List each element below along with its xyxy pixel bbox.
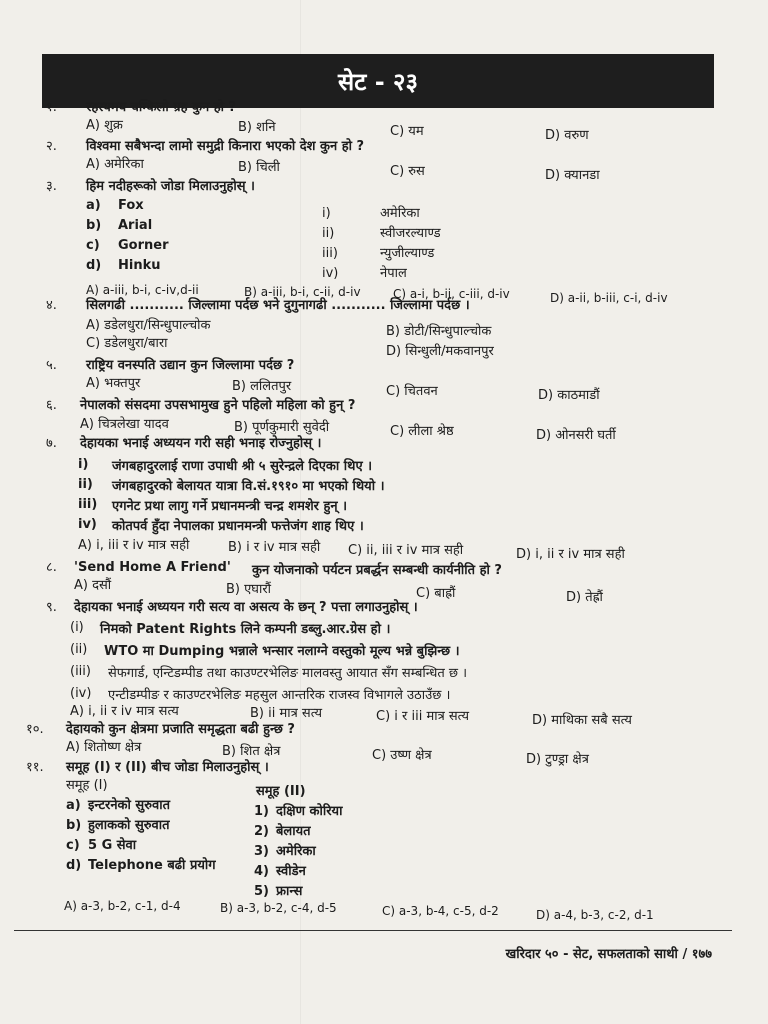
- question-number: ६.: [46, 398, 57, 413]
- question-text: राष्ट्रिय वनस्पति उद्यान कुन जिल्लामा पर्दछ ?: [86, 358, 295, 373]
- option-a: A) a-iii, b-i, c-iv,d-ii: [86, 283, 199, 297]
- option-d: D) तेह्रौं: [566, 590, 603, 605]
- option-a: A) भक्तपुर: [86, 376, 141, 391]
- option-b: B) शनि: [238, 120, 276, 135]
- option-b: B) ii मात्र सत्य: [250, 706, 323, 721]
- match-right-value: दक्षिण कोरिया: [276, 804, 343, 819]
- statement-text: एगनेट प्रथा लागु गर्ने प्रधानमन्त्री चन्द्र शमशेर हुन् ।: [112, 499, 348, 514]
- match-right-key: 2): [254, 824, 269, 839]
- option-b: B) ललितपुर: [232, 379, 292, 394]
- question-text: विश्वमा सबैभन्दा लामो समुद्री किनारा भएको देश कुन हो ?: [86, 139, 365, 154]
- match-left-key: b): [86, 218, 102, 233]
- match-right-key: 4): [254, 864, 269, 879]
- match-left-key: a): [86, 198, 101, 213]
- option-d: D) टुण्ड्रा क्षेत्र: [526, 752, 589, 767]
- question-text: नेपालको संसदमा उपसभामुख हुने पहिलो महिला को हुन् ?: [80, 398, 356, 413]
- option-a: A) i, ii र iv मात्र सत्य: [70, 704, 179, 719]
- question-number: ५.: [46, 358, 57, 373]
- option-b: B) एघारौं: [226, 582, 272, 597]
- match-right-key: iii): [322, 246, 338, 261]
- statement-key: ii): [78, 477, 93, 492]
- question-text: कुन योजनाको पर्यटन प्रबर्द्धन सम्बन्धी कार्यनीति हो ?: [252, 563, 502, 578]
- option-b: B) a-3, b-2, c-4, d-5: [220, 901, 337, 915]
- set-title: सेट - २३: [338, 67, 418, 96]
- question-text: हिम नदीहरूको जोडा मिलाउनुहोस् ।: [86, 179, 255, 194]
- question-number: १.: [46, 100, 57, 115]
- option-c: C) ii, iii र iv मात्र सही: [348, 543, 464, 558]
- option-c: C) i र iii मात्र सत्य: [376, 709, 469, 724]
- match-right-value: स्वीजरल्याण्ड: [380, 226, 441, 241]
- option-a: A) शुक्र: [86, 118, 123, 133]
- match-right-value: बेलायत: [276, 824, 311, 839]
- option-b: B) शित क्षेत्र: [222, 744, 281, 759]
- match-left-key: c): [86, 238, 100, 253]
- option-b: B) पूर्णकुमारी सुवेदी: [234, 420, 330, 435]
- statement-key: (i): [70, 620, 84, 635]
- question-number: ४.: [46, 298, 57, 313]
- footer-divider: [14, 930, 732, 931]
- statement-key: (ii): [70, 642, 88, 657]
- option-b: B) i र iv मात्र सही: [228, 540, 321, 555]
- option-c: C) चितवन: [386, 384, 438, 399]
- match-right-key: iv): [322, 266, 339, 281]
- match-left-value: Arial: [118, 218, 153, 233]
- option-c: C) लीला श्रेष्ठ: [390, 424, 454, 439]
- statement-text: जंगबहादुरलाई राणा उपाधी श्री ५ सुरेन्द्रले दिएका थिए ।: [112, 459, 373, 474]
- page-footer: खरिदार ५० - सेट, सफलताको साथी / १७७: [505, 947, 712, 962]
- question-number: ९.: [46, 600, 57, 615]
- option-d: D) ओनसरी घर्ती: [536, 428, 616, 443]
- match-right-value: फ्रान्स: [276, 884, 303, 899]
- option-d: D) सिन्धुली/मकवानपुर: [386, 344, 494, 359]
- option-d: D) क्यानडा: [545, 168, 600, 183]
- question-number: ८.: [46, 560, 57, 575]
- statement-text: एन्टीडम्पीङ र काउण्टरभेलिङ महसुल आन्तरिक राजस्व विभागले उठाउँछ ।: [108, 688, 451, 703]
- match-left-value: हुलाकको सुरुवात: [88, 818, 170, 833]
- option-c: C) बाह्रौं: [416, 586, 456, 601]
- match-right-key: 5): [254, 884, 269, 899]
- option-b: B) चिली: [238, 160, 280, 175]
- statement-text: कोतपर्व हुँदा नेपालका प्रधानमन्त्री फत्तेजंग शाह थिए ।: [112, 519, 364, 534]
- option-c: C) उष्ण क्षेत्र: [372, 748, 432, 763]
- statement-key: iv): [78, 517, 97, 532]
- option-a: A) दसौं: [74, 578, 112, 593]
- question-text: देहायका भनाई अध्ययन गरी सत्य वा असत्य के छन् ? पत्ता लगाउनुहोस् ।: [74, 600, 418, 615]
- match-right-value: अमेरिका: [380, 206, 420, 221]
- match-left-key: a): [66, 798, 81, 813]
- question-text: रहस्यमय चम्किलो ग्रह कुन हो ?: [86, 100, 237, 115]
- statement-text: जंगबहादुरको बेलायत यात्रा वि.सं.१९१० मा भएको थियो ।: [112, 479, 385, 494]
- option-a: A) चित्रलेखा यादव: [80, 417, 169, 432]
- option-c: C) a-3, b-4, c-5, d-2: [382, 904, 499, 918]
- statement-text: WTO मा Dumping भन्नाले भन्सार नलाग्ने वस्तुको मूल्य भन्ने बुझिन्छ ।: [104, 644, 460, 659]
- statement-text: निमको Patent Rights लिने कम्पनी डब्लु.आर.ग्रेस हो ।: [100, 622, 391, 637]
- question-number: ३.: [46, 179, 57, 194]
- question-number: १०.: [26, 722, 44, 737]
- option-d: D) a-4, b-3, c-2, d-1: [536, 908, 654, 922]
- question-number: ७.: [46, 436, 57, 451]
- statement-key: iii): [78, 497, 98, 512]
- match-left-value: 5 G सेवा: [88, 838, 137, 853]
- match-left-value: Hinku: [118, 258, 161, 273]
- statement-key: i): [78, 457, 89, 472]
- option-a: A) शितोष्ण क्षेत्र: [66, 740, 142, 755]
- match-right-key: i): [322, 206, 331, 221]
- statement-key: (iv): [70, 686, 92, 701]
- question-text: देहायको कुन क्षेत्रमा प्रजाति समृद्धता बढी हुन्छ ?: [66, 722, 295, 737]
- match-left-key: d): [86, 258, 102, 273]
- group-2-heading: समूह (II): [256, 784, 306, 799]
- match-right-key: 3): [254, 844, 269, 859]
- match-right-key: ii): [322, 226, 335, 241]
- option-c: C) रुस: [390, 164, 425, 179]
- option-a: A) डडेलधुरा/सिन्धुपाल्चोक: [86, 318, 211, 333]
- match-left-value: Gorner: [118, 238, 169, 253]
- match-right-value: न्युजील्याण्ड: [380, 246, 435, 261]
- option-c: C) यम: [390, 124, 424, 139]
- option-d: D) i, ii र iv मात्र सही: [516, 547, 625, 562]
- option-b: B) डोटी/सिन्धुपाल्चोक: [386, 324, 492, 339]
- match-right-value: नेपाल: [380, 266, 407, 281]
- match-left-key: c): [66, 838, 80, 853]
- group-1-heading: समूह (I): [66, 778, 108, 793]
- question-text: देहायका भनाई अध्ययन गरी सही भनाइ रोज्नुहोस् ।: [80, 436, 322, 451]
- question-text: सिलगढी ........... जिल्लामा पर्दछ भने दुगुनागढी ........... जिल्लामा पर्दछ ।: [86, 298, 470, 313]
- match-right-value: अमेरिका: [276, 844, 316, 859]
- statement-key: (iii): [70, 664, 91, 679]
- option-d: D) वरुण: [545, 128, 589, 143]
- match-left-key: b): [66, 818, 82, 833]
- match-left-value: Fox: [118, 198, 144, 213]
- match-left-value: इन्टरनेको सुरुवात: [88, 798, 170, 813]
- question-number: ११.: [26, 760, 44, 775]
- option-b: B) a-iii, b-i, c-ii, d-iv: [244, 285, 361, 299]
- match-left-key: d): [66, 858, 82, 873]
- option-d: D) काठमाडौं: [538, 388, 600, 403]
- match-right-key: 1): [254, 804, 269, 819]
- statement-text: सेफगार्ड, एन्टिडम्पीड तथा काउण्टरभेलिङ मालवस्तु आयात सँग सम्बन्धित छ ।: [108, 666, 468, 681]
- match-left-value: Telephone बढी प्रयोग: [88, 858, 216, 873]
- option-a: A) i, iii र iv मात्र सही: [78, 538, 190, 553]
- question-text-english: 'Send Home A Friend': [74, 560, 231, 575]
- option-a: A) a-3, b-2, c-1, d-4: [64, 899, 181, 913]
- option-c: C) डडेलधुरा/बारा: [86, 336, 168, 351]
- match-right-value: स्वीडेन: [276, 864, 306, 879]
- question-text: समूह (I) र (II) बीच जोडा मिलाउनुहोस् ।: [66, 760, 269, 775]
- option-d: D) a-ii, b-iii, c-i, d-iv: [550, 291, 668, 305]
- question-number: २.: [46, 139, 57, 154]
- option-c: C) a-i, b-ii, c-iii, d-iv: [393, 287, 510, 301]
- option-a: A) अमेरिका: [86, 157, 144, 172]
- option-d: D) माथिका सबै सत्य: [532, 713, 632, 728]
